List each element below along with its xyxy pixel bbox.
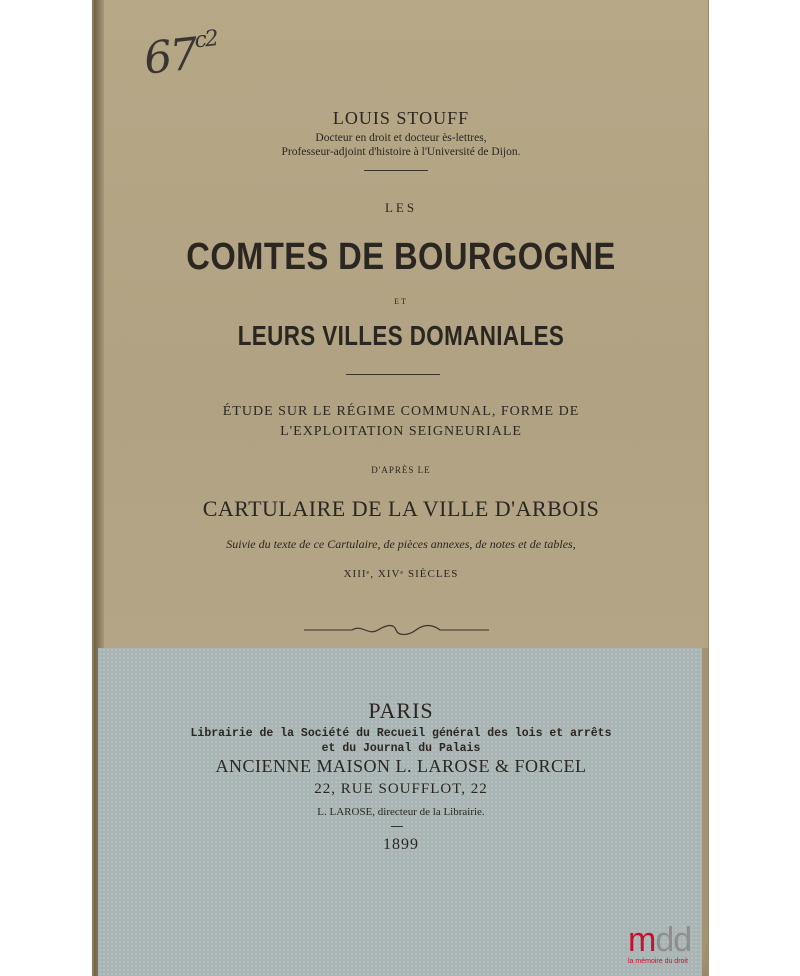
subtitle-study [94,402,708,442]
subtitle-study-line-2: L'EXPLOITATION SEIGNEURIALE [280,424,522,439]
publisher-address: 22, RUE SOUFFLOT, 22 [314,781,488,797]
divider-rule [346,374,440,375]
subtitle-after: D'APRÈS LE [371,465,431,475]
subtitle-cartulary: CARTULAIRE DE LA VILLE D'ARBOIS [202,496,600,521]
logo-tagline: la mémoire du droit [628,958,688,965]
publication-place: PARIS [368,698,434,723]
publisher-director: L. LAROSE, directeur de la Librairie. [317,806,485,818]
author-credentials-line-2: Professeur-adjoint d'histoire à l'Université de Dijon. [281,146,521,158]
publication-year: 1899 [383,836,419,853]
publisher-line-2: et du Journal du Palais [321,742,481,755]
subtitle-centuries: XIIIᵉ, XIVᵉ SIÈCLES [343,568,459,580]
subtitle-contents-note: Suivie du texte de ce Cartulaire, de pièces annexes, de notes et de tables, [226,537,576,551]
ornamental-divider [304,624,489,636]
mdd-logo [628,921,712,974]
author-name: LOUIS STOUFF [332,108,470,128]
publisher-line-1: Librairie de la Société du Recueil général des lois et arrêts [190,727,612,740]
title-conjunction: ET [394,297,408,306]
title-article: LES [384,200,418,215]
logo-wordmark: mdd [628,921,692,959]
divider-rule [391,826,403,827]
handwritten-shelf-mark: $67^{c2}$ [141,26,219,85]
subtitle-study-line-1: ÉTUDE SUR LE RÉGIME COMMUNAL, FORME DE [222,404,580,419]
book-cover [92,0,709,976]
publisher-block [94,726,708,756]
book-title-main: COMTES DE BOURGOGNE [186,236,616,278]
author-credentials-line-1: Docteur en droit et docteur ès-lettres, [315,132,487,144]
book-title-secondary: LEURS VILLES DOMANIALES [237,320,565,351]
divider-rule [364,170,428,171]
publisher-house: ANCIENNE MAISON L. LAROSE & FORCEL [215,756,587,776]
